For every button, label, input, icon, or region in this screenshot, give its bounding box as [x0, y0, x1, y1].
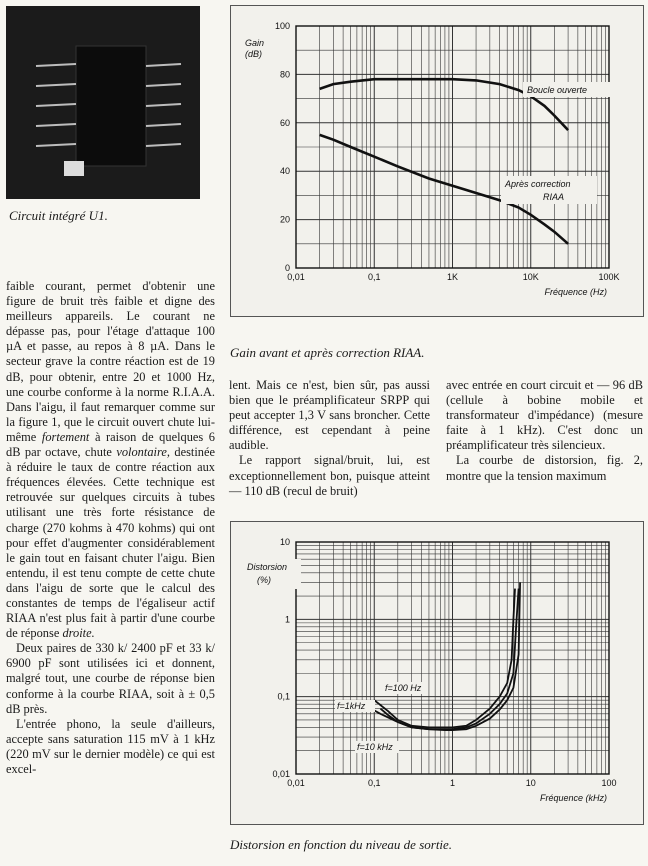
y-tick-label: 0,1: [277, 691, 290, 702]
gain-chart: [231, 6, 643, 316]
y-tick-label: 0,01: [272, 769, 290, 779]
col1-emphasis-1: fortement: [41, 429, 90, 444]
text-column-3: [446, 378, 643, 484]
col1-paragraph-2: Deux paires de 330 k/ 2400 pF et 33 k/ 6900 pF sont utilisées ici et donnent, malgré tout, une courbe de réponse bien conforme à la courbe RIAA, soit à ± 0,5 dB près.: [6, 641, 215, 716]
x-tick-label: 100: [601, 778, 617, 788]
y-tick-label: 60: [279, 117, 290, 128]
col1-paragraph-1: [6, 279, 215, 641]
chart2-frame: [230, 521, 644, 825]
x-tick-label: 0,1: [367, 272, 381, 282]
y-tick-label: 80: [279, 69, 290, 80]
series-label-boucle: Boucle ouverte: [527, 85, 588, 95]
text-column-2: [229, 378, 430, 499]
series-line-2: [380, 582, 520, 730]
series-label-100hz: f=100 Hz: [385, 683, 422, 693]
photo-caption: Circuit intégré U1.: [9, 208, 108, 223]
y-tick-label: 40: [279, 166, 290, 177]
col3-paragraph-2: La courbe de distorsion, fig. 2, montre que la tension maximum: [446, 453, 643, 483]
x-tick-label: 100K: [598, 272, 620, 282]
chart2-caption: Distorsion en fonction du niveau de sortie.: [230, 837, 453, 852]
chart1-frame: [230, 5, 644, 317]
y-tick-label: 20: [279, 214, 290, 225]
y-axis-unit: (dB): [245, 49, 263, 59]
chart1-caption: Gain avant et après correction RIAA.: [230, 345, 425, 360]
series-label-1khz: f=1kHz: [337, 701, 366, 711]
x-tick-label: 10K: [522, 272, 539, 282]
col1-p1-text-b: à raison de quelques 6 dB par octave, chute: [6, 429, 216, 460]
x-tick-label: 10: [525, 778, 536, 788]
x-tick-label: 1: [449, 778, 456, 788]
col1-emphasis-2: volontaire,: [116, 445, 170, 460]
y-tick-label: 100: [274, 21, 290, 31]
circuit-photo: [6, 6, 200, 199]
y-tick-label: 10: [279, 537, 290, 547]
y-axis-label: Distorsion: [247, 562, 288, 572]
y-tick-label: 0: [284, 263, 290, 273]
y-axis-label: Gain: [245, 38, 265, 48]
y-tick-label: 1: [284, 614, 290, 625]
col2-paragraph-1: lent. Mais ce n'est, bien sûr, pas aussi bien que le préamplificateur SRPP qui peut accepter 1,3 V sans broncher. Cette différence, est cependant à peine audible.: [229, 378, 430, 453]
distortion-chart: [231, 522, 643, 824]
series-label-10khz: f=10 kHz: [357, 742, 393, 752]
x-axis-label: Fréquence (kHz): [539, 793, 607, 803]
ic-chip-illustration: [6, 6, 200, 199]
col2-paragraph-2: Le rapport signal/bruit, lui, est exceptionnellement bon, puisque atteint — 110 dB (recul de bruit): [229, 453, 430, 498]
x-axis-label: Fréquence (Hz): [544, 287, 607, 297]
col1-paragraph-3: L'entrée phono, la seule d'ailleurs, accepte sans saturation 115 mV à 1 kHz (220 mV sur le dernier modèle) ce qui est excel-: [6, 716, 215, 776]
x-tick-label: 0,1: [367, 778, 381, 788]
x-tick-label: 0,01: [287, 272, 305, 282]
text-column-1: [6, 279, 215, 777]
col3-paragraph-1: avec entrée en court circuit et — 96 dB (cellule à bobine mobile et transformateur d'impédance) (mesure faite à 1 kHz). C'est donc un préamplificateur très silencieux.: [446, 378, 643, 453]
y-axis-unit: (%): [257, 575, 271, 585]
col1-emphasis-3: droite.: [62, 626, 95, 641]
series-label-riaa-2: RIAA: [543, 192, 565, 202]
series-label-riaa-1: Après correction: [505, 179, 571, 189]
col1-p1-text-c: destinée à réduire le taux de contre réaction aux fréquences élevées. Cette technique est retrouvée sur quelques circuits à tubes utilisant une très forte résistance de charge (270 kohms à 470 kohms) qui ont pour effet d'augmenter considérablement le gain tout en faisant chuter l'aigu. Bien entendu, il est tenu compte de cette chute dans l'aigu de sorte que le calcul des constantes de temps de l'égaliseur actif RIAA n'est plus fait à partir d'une courbe de réponse: [6, 445, 215, 641]
series-line-1: [367, 589, 519, 730]
x-tick-label: 1K: [446, 272, 459, 282]
col1-p1-text: faible courant, permet d'obtenir une figure de bruit très faible et digne des meilleurs appareils. Le courant ne dépasse pas, pour l'étage d'attaque 100 µA et passe, au repos à 8 µA. Dans le secteur grave la contre réaction est de 19 dB, pour obtenir, entre 20 et 1000 Hz, une courbe conforme à la norme R.I.A.A. Dans l'aigu, il faut remarquer comme sur la figure 1, que le circuit ouvert chute lui-même: [6, 279, 215, 444]
x-tick-label: 0,01: [287, 778, 305, 788]
